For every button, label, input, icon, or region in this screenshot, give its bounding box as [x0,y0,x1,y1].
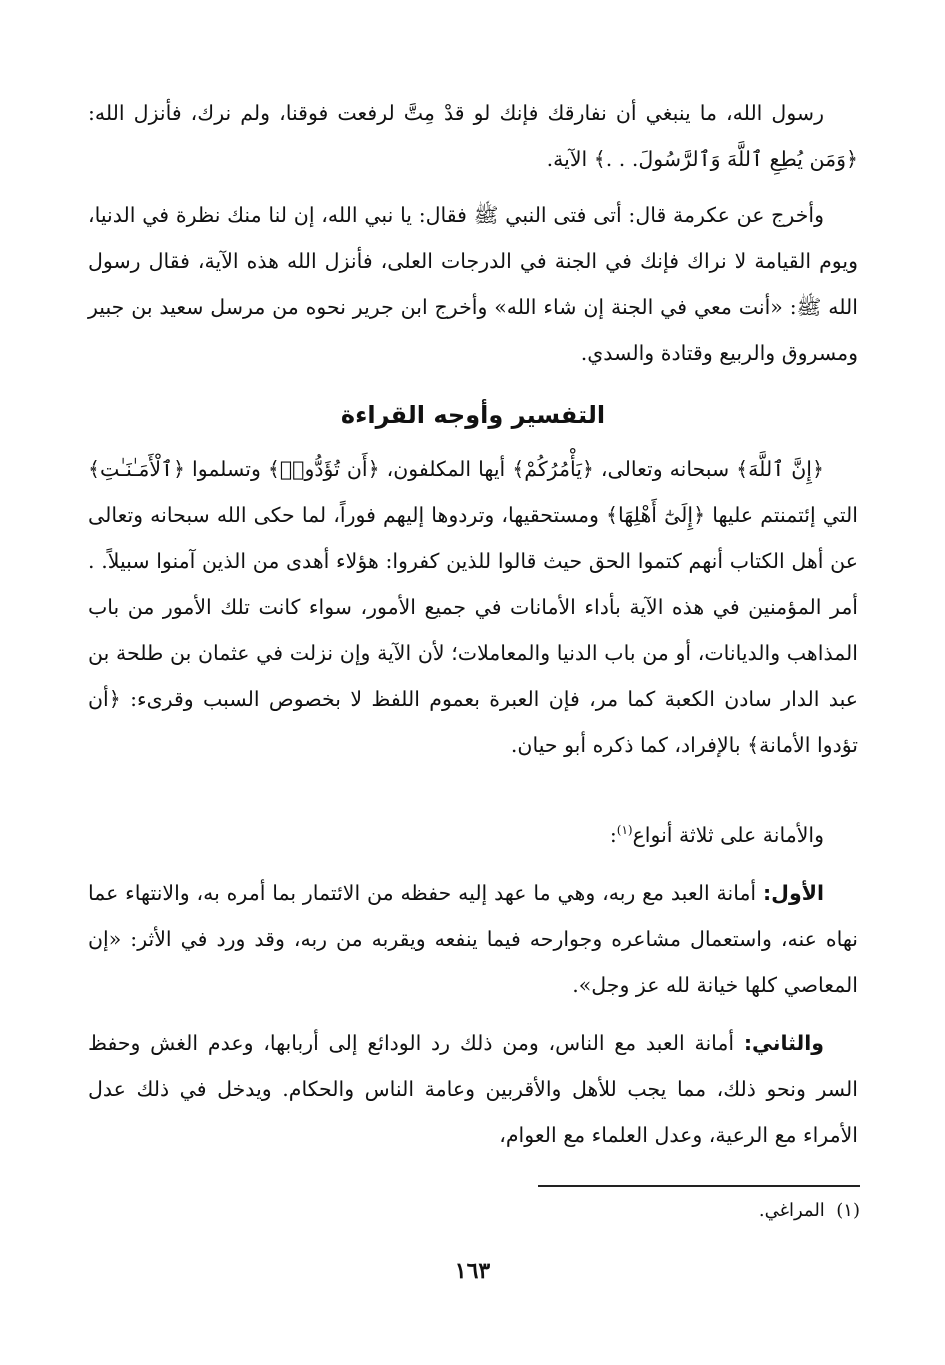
page-number: ١٦٣ [454,1258,491,1284]
paragraph-text: أمانة العبد مع ربه، وهي ما عهد إليه حفظه من الائتمار بما أمره به، والانتهاء عما نهاه عنه، واستعمال مشاعره وجوارحه فيما ينفعه ويقربه من ربه، وقد ورد في الأثر: «إن المعاصي كلها خيانة لله عز وجل». [88,881,858,997]
paragraph-lead: والثاني: [743,1031,824,1055]
paragraph-text: ﴿إِنَّ ٱللَّهَ﴾ سبحانه وتعالى، ﴿يَأْمُرُكُمْ﴾ أيها المكلفون، ﴿أَن تُؤَدُّوا۟﴾ وتسلموا ﴿ٱلْأَمَـٰنَـٰتِ﴾ التي إئتمنتم عليها ﴿إِلَىٰٓ أَهْلِهَا﴾ ومستحقيها، وتردوها إليهم فوراً، لما حكى الله سبحانه وتعالى عن أهل الكتاب أنهم كتموا الحق حيث قالوا للذين كفروا: هؤلاء أهدى من الذين آمنوا سبيلاً. . أمر المؤمنين في هذه الآية بأداء الأمانات في جميع الأمور، سواء كانت تلك الأمور من باب المذاهب والديانات، أو من باب الدنيا والمعاملات؛ لأن الآية وإن نزلت في عثمان بن طلحة بن عبد الدار سادن الكعبة كما مر، فإن العبرة بعموم اللفظ لا بخصوص السبب وقرىء: ﴿أن تؤدوا الأمانة﴾ بالإفراد، كما ذكره أبو حيان. [88,457,858,757]
paragraph-text: رسول الله، ما ينبغي أن نفارقك فإنك لو قدْ مِتَّ لرفعت فوقنا، ولم نرك، فأنزل الله: ﴿وَمَن يُطِعِ ٱللَّهَ وَٱلرَّسُولَ. . .﴾ الآية. [88,101,858,171]
footnote-reference[interactable]: (١) [616,823,633,838]
paragraph-text: والأمانة على ثلاثة أنواع [632,823,824,847]
paragraph-hadith-end [88,90,858,182]
footnote-text: المراغي. [758,1200,825,1221]
section-heading: التفسير وأوجه القراءة [340,401,606,429]
paragraph-tail: : [609,823,617,847]
paragraph-tafsir [88,446,858,768]
paragraph-second-type [88,1020,858,1158]
footnote [538,1196,860,1226]
paragraph-lead: الأول: [762,881,824,905]
footnote-divider [538,1185,860,1187]
paragraph-first-type [88,870,858,1008]
footnote-mark: (١) [836,1200,860,1221]
paragraph-trust-types [88,812,858,858]
paragraph-ikrimah [88,192,858,376]
paragraph-text: أمانة العبد مع الناس، ومن ذلك رد الودائع إلى أربابها، وعدم الغش وحفظ السر ونحو ذلك، مما يجب للأهل والأقربين وعامة الناس والحكام. ويدخل في ذلك عدل الأمراء مع الرعية، وعدل العلماء مع العوام، [88,1031,858,1147]
paragraph-text: وأخرج عن عكرمة قال: أتى فتى النبي ﷺ فقال: يا نبي الله، إن لنا منك نظرة في الدنيا، ويوم القيامة لا نراك فإنك في الجنة في الدرجات العلى، فأنزل الله هذه الآية، فقال رسول الله ﷺ: «أنت معي في الجنة إن شاء الله» وأخرج ابن جرير نحوه من مرسل سعيد بن جبير ومسروق والربيع وقتادة والسدي. [88,203,858,365]
